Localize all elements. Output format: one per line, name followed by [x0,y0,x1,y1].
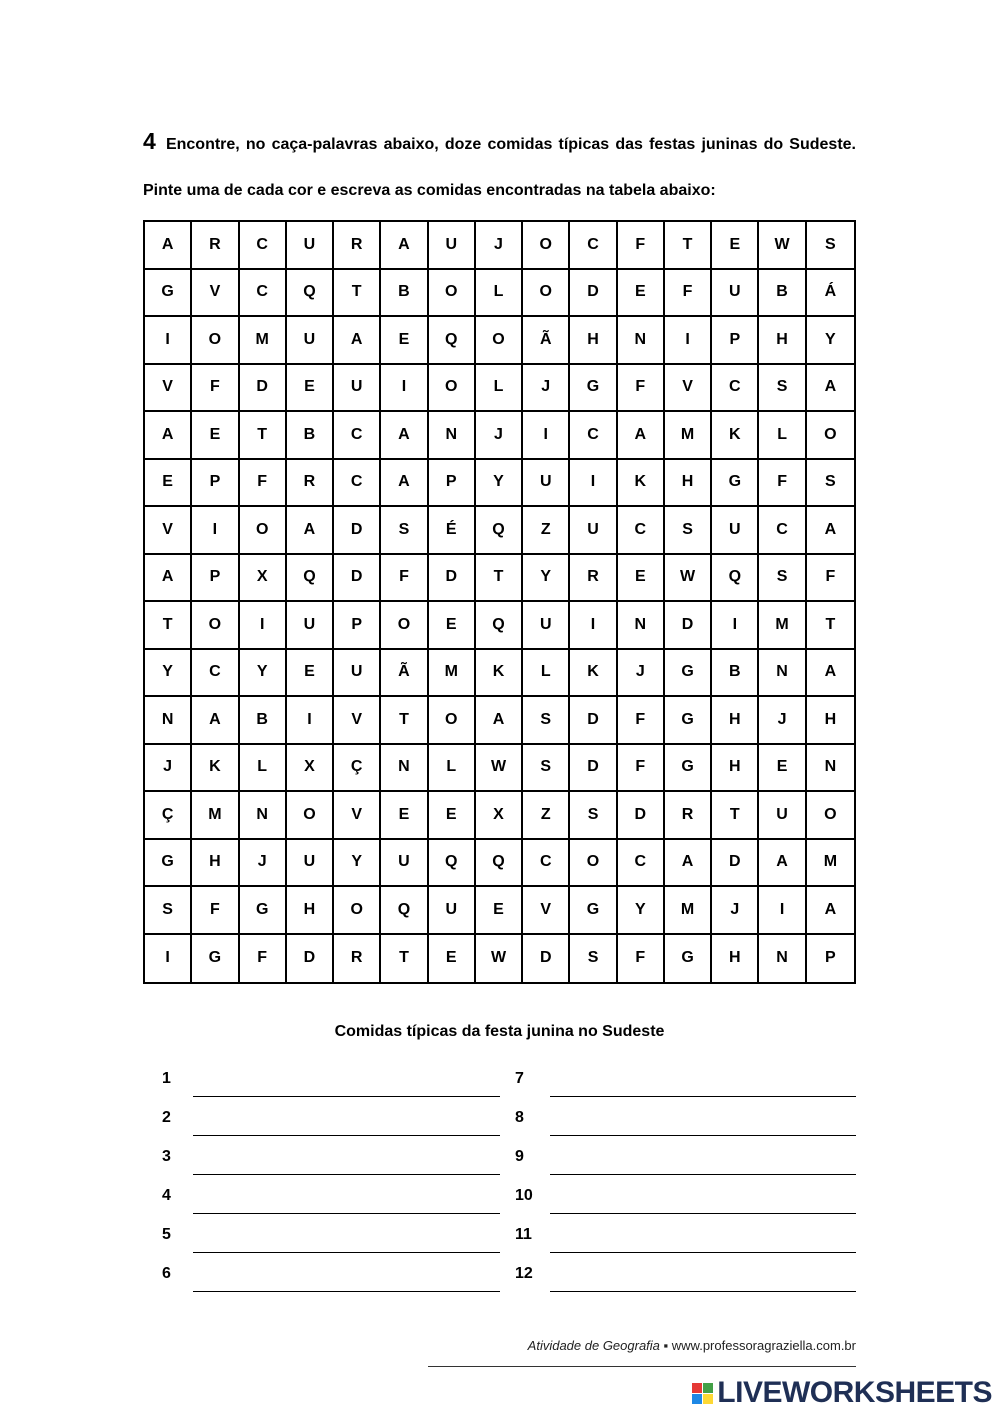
grid-cell[interactable]: I [145,317,192,365]
grid-cell[interactable]: Á [807,270,854,318]
grid-cell[interactable]: G [665,935,712,983]
answer-number: 3 [162,1148,171,1165]
grid-cell[interactable]: H [712,745,759,793]
grid-cell[interactable]: H [192,840,239,888]
grid-cell[interactable]: I [665,317,712,365]
brand-name: LIVEWORKSHEETS [717,1376,992,1409]
grid-cell[interactable]: W [476,745,523,793]
grid-cell[interactable]: Y [240,650,287,698]
grid-cell[interactable]: É [429,507,476,555]
answer-number: 7 [515,1070,524,1087]
grid-cell[interactable]: M [429,650,476,698]
grid-cell[interactable]: I [759,887,806,935]
grid-cell[interactable]: F [807,555,854,603]
answer-number: 1 [162,1070,171,1087]
grid-cell[interactable]: T [381,935,428,983]
grid-cell[interactable]: O [429,365,476,413]
grid-cell[interactable]: C [240,222,287,270]
grid-cell[interactable]: O [192,317,239,365]
grid-cell[interactable]: B [712,650,759,698]
grid-cell[interactable]: K [570,650,617,698]
logo-square [703,1394,713,1404]
grid-cell[interactable]: P [712,317,759,365]
grid-cell[interactable]: N [145,697,192,745]
grid-cell[interactable]: J [712,887,759,935]
grid-cell[interactable]: G [145,840,192,888]
grid-cell[interactable]: G [570,887,617,935]
answer-line[interactable] [193,1252,500,1253]
grid-cell[interactable]: G [665,745,712,793]
grid-cell[interactable]: V [145,507,192,555]
grid-cell[interactable]: D [334,555,381,603]
grid-cell[interactable]: O [240,507,287,555]
grid-cell[interactable]: E [476,887,523,935]
grid-cell[interactable]: C [334,412,381,460]
grid-cell[interactable]: C [618,840,665,888]
grid-cell[interactable]: Ç [145,792,192,840]
grid-cell[interactable]: J [618,650,665,698]
grid-cell[interactable]: C [712,365,759,413]
grid-cell[interactable]: Y [807,317,854,365]
grid-cell[interactable]: I [570,602,617,650]
grid-cell[interactable]: F [618,222,665,270]
grid-cell[interactable]: S [570,792,617,840]
grid-cell[interactable]: A [287,507,334,555]
grid-cell[interactable]: I [570,460,617,508]
grid-cell[interactable]: R [665,792,712,840]
grid-cell[interactable]: O [807,792,854,840]
grid-cell[interactable]: T [381,697,428,745]
grid-cell[interactable]: O [381,602,428,650]
grid-cell[interactable]: Z [523,792,570,840]
footer-divider [428,1366,856,1367]
grid-cell[interactable]: U [570,507,617,555]
grid-cell[interactable]: P [429,460,476,508]
answer-line[interactable] [193,1135,500,1136]
grid-cell[interactable]: U [287,602,334,650]
grid-cell[interactable]: S [523,745,570,793]
grid-cell[interactable]: I [192,507,239,555]
grid-cell[interactable]: M [807,840,854,888]
grid-cell[interactable]: J [476,222,523,270]
grid-cell[interactable]: J [145,745,192,793]
grid-cell[interactable]: V [523,887,570,935]
grid-cell[interactable]: U [287,317,334,365]
grid-cell[interactable]: H [807,697,854,745]
grid-cell[interactable]: H [712,935,759,983]
grid-cell[interactable]: P [192,555,239,603]
grid-cell[interactable]: E [429,935,476,983]
grid-cell[interactable]: L [429,745,476,793]
answer-line[interactable] [550,1135,856,1136]
grid-cell[interactable]: B [381,270,428,318]
grid-cell[interactable]: M [240,317,287,365]
grid-cell[interactable]: S [759,365,806,413]
grid-cell[interactable]: A [807,507,854,555]
grid-cell[interactable]: B [287,412,334,460]
logo-square [692,1394,702,1404]
grid-cell[interactable]: S [807,222,854,270]
grid-cell[interactable]: E [287,650,334,698]
grid-cell[interactable]: P [825,949,836,967]
grid-cell[interactable]: O [523,222,570,270]
grid-cell[interactable]: A [476,697,523,745]
grid-cell[interactable]: Q [429,840,476,888]
grid-cell[interactable]: U [712,507,759,555]
grid-cell[interactable]: D [665,602,712,650]
grid-cell[interactable]: Y [476,460,523,508]
grid-cell[interactable]: S [807,460,854,508]
grid-cell[interactable]: S [759,555,806,603]
grid-cell[interactable]: Y [618,887,665,935]
grid-cell[interactable]: N [618,317,665,365]
grid-cell[interactable]: C [570,412,617,460]
grid-cell[interactable]: E [381,317,428,365]
grid-cell[interactable]: O [429,270,476,318]
grid-cell[interactable]: A [665,840,712,888]
grid-cell[interactable]: U [287,840,334,888]
answer-line[interactable] [550,1213,856,1214]
grid-cell[interactable]: A [618,412,665,460]
answer-table-title: Comidas típicas da festa junina no Sudeste [334,1023,665,1040]
grid-cell[interactable]: F [759,460,806,508]
grid-cell[interactable]: K [476,650,523,698]
grid-cell[interactable]: H [570,317,617,365]
grid-cell[interactable]: T [665,222,712,270]
grid-cell[interactable]: Q [381,887,428,935]
grid-cell[interactable]: O [476,317,523,365]
answer-line[interactable] [550,1252,856,1253]
grid-cell[interactable]: Ç [334,745,381,793]
grid-cell[interactable]: H [665,460,712,508]
grid-cell[interactable]: E [192,412,239,460]
answer-line[interactable] [193,1291,500,1292]
grid-cell[interactable]: C [334,460,381,508]
grid-cell[interactable]: B [759,270,806,318]
grid-cell[interactable]: E [145,460,192,508]
grid-cell[interactable]: Q [476,507,523,555]
grid-cell[interactable]: F [240,935,287,983]
grid-cell[interactable]: U [381,840,428,888]
grid-cell[interactable]: N [240,792,287,840]
footer-credit [428,1338,856,1353]
grid-cell[interactable]: U [334,650,381,698]
grid-cell[interactable]: Q [476,840,523,888]
grid-cell[interactable]: V [334,792,381,840]
grid-cell[interactable]: C [240,270,287,318]
grid-cell[interactable]: I [712,602,759,650]
grid-cell[interactable]: T [334,270,381,318]
grid-cell[interactable]: Ã [381,650,428,698]
grid-cell[interactable]: G [145,270,192,318]
answer-number: 9 [515,1148,524,1165]
grid-cell[interactable]: A [807,887,854,935]
instructions [143,118,856,214]
answer-line[interactable] [550,1096,856,1097]
grid-cell[interactable]: V [334,697,381,745]
grid-cell[interactable]: C [192,650,239,698]
grid-cell[interactable]: E [712,222,759,270]
grid-cell[interactable]: J [759,697,806,745]
answer-number: 10 [515,1187,533,1204]
answer-number: 8 [515,1109,524,1126]
answer-line[interactable] [193,1213,500,1214]
grid-cell[interactable]: J [240,840,287,888]
grid-cell[interactable]: R [192,222,239,270]
grid-cell[interactable]: R [287,460,334,508]
grid-cell[interactable]: Y [334,840,381,888]
grid-cell[interactable]: N [807,745,854,793]
instructions-text: Encontre, no caça-palavras abaixo, doze comidas típicas das festas juninas do Sudeste. Pinte uma de cada cor e escreva as comidas encontradas na tabela abaixo: [143,136,856,199]
grid-cell[interactable]: M [759,602,806,650]
grid-cell[interactable]: X [476,792,523,840]
grid-cell[interactable]: F [618,745,665,793]
grid-cell[interactable]: N [429,412,476,460]
grid-cell[interactable]: N [381,745,428,793]
grid-cell[interactable]: D [618,792,665,840]
grid-cell[interactable]: F [381,555,428,603]
grid-cell[interactable]: L [240,745,287,793]
grid-cell[interactable]: N [618,602,665,650]
grid-cell[interactable]: V [145,365,192,413]
answer-number: 4 [162,1187,171,1204]
grid-cell[interactable]: J [523,365,570,413]
grid-cell[interactable]: T [240,412,287,460]
grid-cell[interactable]: D [287,935,334,983]
grid-cell[interactable]: E [618,270,665,318]
grid-cell[interactable]: O [570,840,617,888]
grid-cell[interactable]: A [759,840,806,888]
answer-number: 5 [162,1226,171,1243]
grid-cell[interactable]: E [759,745,806,793]
grid-cell[interactable]: Q [287,270,334,318]
grid-cell[interactable]: F [240,460,287,508]
grid-cell[interactable]: A [807,650,854,698]
grid-cell[interactable]: C [618,507,665,555]
answer-line[interactable] [193,1096,500,1097]
grid-cell[interactable]: D [523,935,570,983]
grid-cell[interactable]: I [287,697,334,745]
grid-cell[interactable]: Y [523,555,570,603]
grid-cell[interactable]: U [712,270,759,318]
grid-cell[interactable]: U [759,792,806,840]
grid-cell[interactable]: O [192,602,239,650]
grid-cell[interactable]: O [334,887,381,935]
grid-cell[interactable]: H [712,697,759,745]
grid-cell[interactable]: H [287,887,334,935]
grid-cell[interactable]: A [145,555,192,603]
grid-cell[interactable]: B [240,697,287,745]
grid-cell[interactable]: P [192,460,239,508]
grid-cell[interactable]: G [570,365,617,413]
grid-cell[interactable]: A [145,222,192,270]
grid-cell[interactable]: R [334,935,381,983]
grid-cell[interactable]: Q [287,555,334,603]
grid-cell[interactable]: L [476,365,523,413]
grid-cell[interactable]: O [523,270,570,318]
grid-cell[interactable]: F [665,270,712,318]
grid-cell[interactable]: O [429,697,476,745]
grid-cell[interactable]: K [192,745,239,793]
grid-cell[interactable]: A [381,222,428,270]
grid-cell[interactable]: U [523,460,570,508]
grid-cell[interactable]: E [429,792,476,840]
grid-cell[interactable]: D [570,697,617,745]
grid-cell[interactable]: O [287,792,334,840]
grid-cell[interactable]: G [240,887,287,935]
grid-cell[interactable]: X [287,745,334,793]
grid-cell[interactable]: U [429,222,476,270]
grid-cell[interactable]: F [618,697,665,745]
grid-cell[interactable]: R [334,222,381,270]
answer-line[interactable] [550,1174,856,1175]
grid-cell[interactable]: W [665,555,712,603]
grid-cell[interactable]: T [807,602,854,650]
grid-cell[interactable]: F [618,365,665,413]
answer-number: 6 [162,1265,171,1282]
grid-cell[interactable]: L [476,270,523,318]
grid-cell[interactable]: J [476,412,523,460]
grid-cell[interactable]: D [240,365,287,413]
answer-number: 11 [515,1226,532,1243]
grid-cell[interactable]: D [429,555,476,603]
grid-cell[interactable]: L [759,412,806,460]
logo-square [703,1383,713,1393]
grid-cell[interactable]: E [287,365,334,413]
grid-cell[interactable]: C [570,222,617,270]
grid-cell[interactable]: F [192,365,239,413]
grid-cell[interactable]: S [570,935,617,983]
grid-cell[interactable]: O [807,412,854,460]
grid-cell[interactable]: T [476,555,523,603]
grid-cell[interactable]: P [334,602,381,650]
answer-number: 2 [162,1109,171,1126]
grid-cell[interactable]: M [665,412,712,460]
grid-cell[interactable]: A [381,412,428,460]
answer-line[interactable] [193,1174,500,1175]
grid-cell[interactable]: H [759,317,806,365]
grid-cell[interactable]: W [759,222,806,270]
grid-cell[interactable]: T [712,792,759,840]
grid-cell[interactable]: M [192,792,239,840]
answer-line[interactable] [550,1291,856,1292]
grid-cell[interactable]: I [240,602,287,650]
grid-cell[interactable]: I [145,935,192,983]
grid-cell[interactable]: E [429,602,476,650]
grid-cell[interactable]: A [381,460,428,508]
grid-cell[interactable]: N [759,650,806,698]
grid-cell[interactable]: Q [429,317,476,365]
grid-cell[interactable]: U [523,602,570,650]
liveworksheets-logo-icon [692,1383,713,1404]
grid-cell[interactable]: S [145,887,192,935]
grid-cell[interactable]: E [618,555,665,603]
credit-subject: Atividade de Geografia [527,1338,660,1353]
grid-cell[interactable]: A [807,365,854,413]
question-number: 4 [143,128,156,154]
grid-cell[interactable]: L [523,650,570,698]
grid-cell[interactable]: T [145,602,192,650]
grid-cell[interactable]: Y [145,650,192,698]
grid-cell[interactable]: F [618,935,665,983]
credit-website: ▪ www.professoragraziella.com.br [659,1338,856,1353]
grid-cell[interactable]: A [145,412,192,460]
grid-cell[interactable]: K [618,460,665,508]
grid-cell[interactable]: A [192,697,239,745]
grid-cell[interactable]: I [523,412,570,460]
grid-cell[interactable]: G [712,460,759,508]
grid-cell[interactable]: Q [712,555,759,603]
grid-cell[interactable]: M [665,887,712,935]
grid-cell[interactable]: F [192,887,239,935]
grid-cell[interactable]: Q [476,602,523,650]
grid-cell[interactable]: K [712,412,759,460]
grid-cell[interactable]: I [381,365,428,413]
grid-cell[interactable]: D [334,507,381,555]
grid-cell[interactable]: N [759,935,806,983]
grid-cell[interactable]: C [523,840,570,888]
grid-cell[interactable]: A [334,317,381,365]
grid-cell[interactable]: V [192,270,239,318]
grid-cell[interactable]: S [665,507,712,555]
grid-cell[interactable]: Ã [523,317,570,365]
grid-cell[interactable]: U [429,887,476,935]
grid-cell[interactable]: U [334,365,381,413]
grid-cell[interactable]: G [665,697,712,745]
grid-cell[interactable]: D [712,840,759,888]
logo-square [692,1383,702,1393]
grid-cell[interactable]: G [192,935,239,983]
grid-cell[interactable]: D [570,745,617,793]
answer-number: 12 [515,1265,533,1282]
grid-cell[interactable]: X [240,555,287,603]
grid-cell[interactable]: V [665,365,712,413]
grid-cell[interactable]: W [476,935,523,983]
grid-cell[interactable]: D [570,270,617,318]
liveworksheets-brand [692,1375,992,1411]
grid-cell[interactable]: S [523,697,570,745]
grid-cell[interactable]: U [287,222,334,270]
grid-cell[interactable]: R [570,555,617,603]
word-search-grid [143,220,856,984]
grid-cell[interactable]: G [665,650,712,698]
grid-cell[interactable]: E [381,792,428,840]
grid-cell[interactable]: C [759,507,806,555]
grid-cell[interactable]: S [381,507,428,555]
grid-cell[interactable]: Z [523,507,570,555]
